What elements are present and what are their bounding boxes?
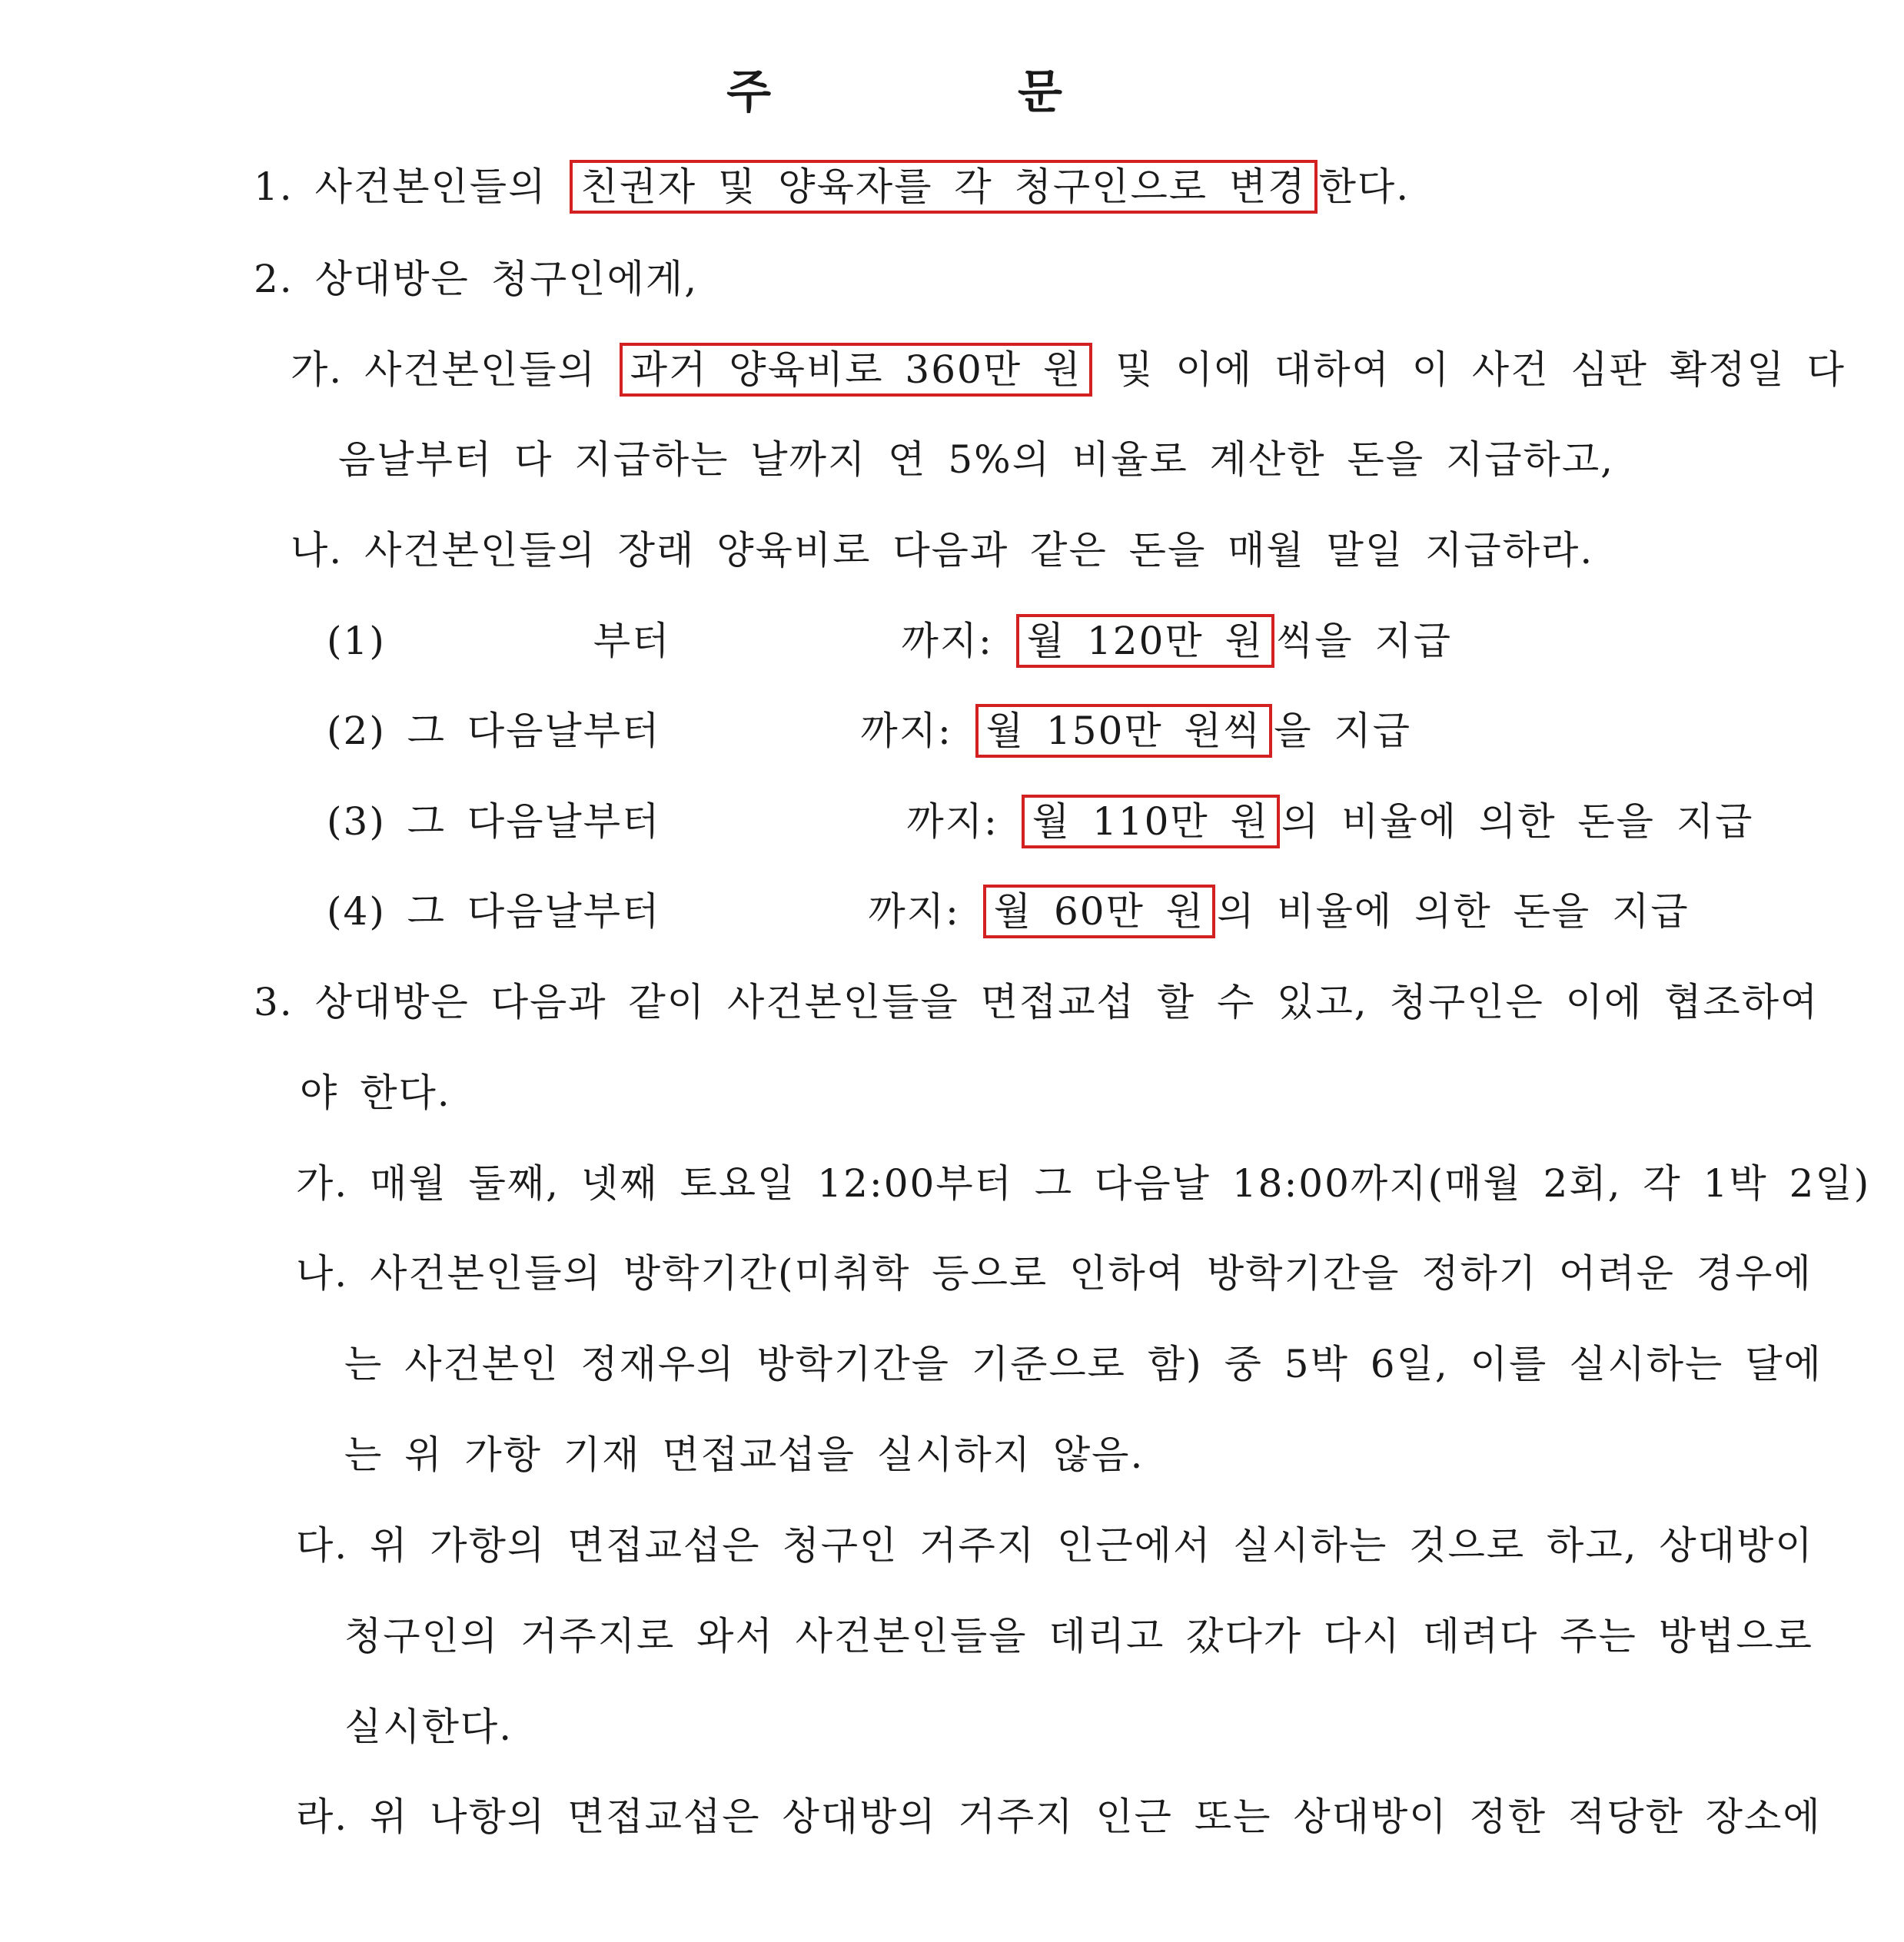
schedule-row-4-suffix: 의 비율에 의한 돈을 지급 <box>1217 889 1690 934</box>
order-item-2: 2. 상대방은 청구인에게, <box>254 257 699 301</box>
order-item-1-prefix: 1. 사건본인들의 <box>254 164 547 209</box>
schedule-row-2-suffix: 을 지급 <box>1274 709 1411 753</box>
schedule-row-1-from: 부터 <box>593 619 671 663</box>
order-item-2-ga-prefix: 가. 사건본인들의 <box>291 347 596 392</box>
order-item-3-na-continued-1: 는 사건본인 정재우의 방학기간을 기준으로 함) 중 5박 6일, 이를 실시하는 달에 <box>344 1342 1823 1386</box>
highlight-box-monthly-60: 월 60만 원 <box>983 885 1215 938</box>
order-item-2-ga-suffix: 및 이에 대하여 이 사건 심판 확정일 다 <box>1115 347 1846 392</box>
order-item-3: 3. 상대방은 다음과 같이 사건본인들을 면접교섭 할 수 있고, 청구인은 이에 협조하여 <box>254 980 1819 1024</box>
schedule-row-2-prefix: (2) 그 다음날부터 <box>327 709 661 753</box>
order-item-3-ga: 가. 매월 둘째, 넷째 토요일 12:00부터 그 다음날 18:00까지(매월 2회, 각 1박 2일) <box>296 1161 1871 1206</box>
order-item-2-ga-continued: 음날부터 다 지급하는 날까지 연 5%의 비율로 계산한 돈을 지급하고, <box>338 437 1615 482</box>
schedule-row-3-until: 까지: <box>906 799 999 844</box>
schedule-row-1-until: 까지: <box>901 619 993 663</box>
highlight-box-monthly-110: 월 110만 원 <box>1022 795 1280 848</box>
order-item-3-na: 나. 사건본인들의 방학기간(미취학 등으로 인하여 방학기간을 정하기 어려운 경우에 <box>296 1251 1813 1296</box>
schedule-row-4 <box>327 886 1690 937</box>
schedule-row-2 <box>327 705 1411 756</box>
order-item-3-na-continued-2: 는 위 가항 기재 면접교섭을 실시하지 않음. <box>344 1432 1145 1477</box>
schedule-row-4-prefix: (4) 그 다음날부터 <box>327 889 661 934</box>
schedule-row-2-until: 까지: <box>860 709 952 753</box>
order-item-3-da-continued-2: 실시한다. <box>344 1705 513 1749</box>
schedule-row-1-suffix: 씩을 지급 <box>1275 619 1453 663</box>
schedule-row-4-until: 까지: <box>868 889 960 934</box>
schedule-row-3-suffix: 의 비율에 의한 돈을 지급 <box>1281 799 1754 844</box>
schedule-row-3-prefix: (3) 그 다음날부터 <box>327 799 661 844</box>
schedule-row-1 <box>327 616 1452 666</box>
order-item-3-continued: 야 한다. <box>300 1071 451 1115</box>
document-title: 주 문 <box>726 65 1178 119</box>
schedule-row-3 <box>327 796 1753 847</box>
schedule-row-1-number: (1) <box>327 619 386 663</box>
highlight-box-monthly-150: 월 150만 원씩 <box>975 704 1272 758</box>
order-item-2-ga <box>291 344 1846 395</box>
order-item-1 <box>254 161 1410 212</box>
order-item-3-da-continued-1: 청구인의 거주지로 와서 사건본인들을 데리고 갔다가 다시 데려다 주는 방법으로 <box>344 1614 1813 1658</box>
order-item-3-da: 다. 위 가항의 면접교섭은 청구인 거주지 인근에서 실시하는 것으로 하고, 상대방이 <box>296 1523 1814 1568</box>
highlight-box-past-child-support: 과거 양육비로 360만 원 <box>620 343 1093 397</box>
highlight-box-custody-change: 친권자 및 양육자를 각 청구인으로 변경 <box>570 160 1317 214</box>
order-item-3-ra: 라. 위 나항의 면접교섭은 상대방의 거주지 인근 또는 상대방이 정한 적당한 장소에 <box>296 1794 1822 1839</box>
highlight-box-monthly-120: 월 120만 원 <box>1016 614 1274 668</box>
order-item-1-suffix: 한다. <box>1318 164 1411 209</box>
order-item-2-na: 나. 사건본인들의 장래 양육비로 다음과 같은 돈을 매월 말일 지급하라. <box>291 528 1594 573</box>
